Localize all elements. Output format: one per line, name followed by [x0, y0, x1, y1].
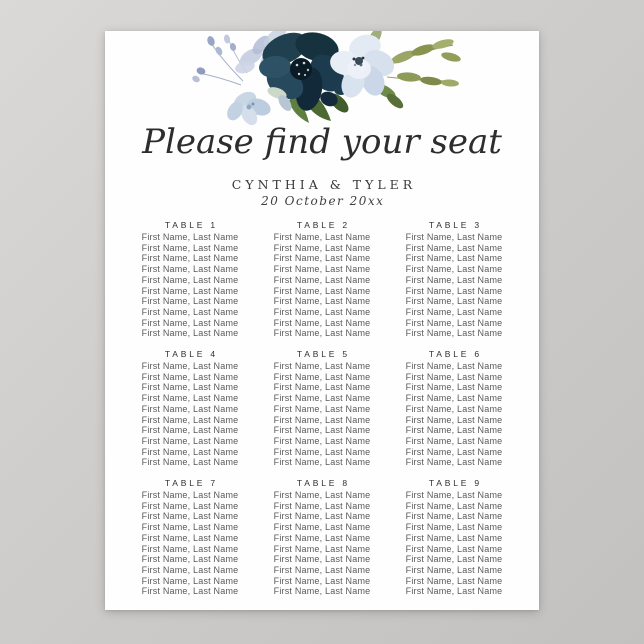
guest-name: First Name, Last Name — [405, 274, 503, 285]
guest-name: First Name, Last Name — [141, 403, 239, 414]
guest-name: First Name, Last Name — [273, 285, 371, 296]
guest-name: First Name, Last Name — [141, 532, 239, 543]
table-title: TABLE 4 — [164, 349, 218, 360]
guest-name: First Name, Last Name — [405, 393, 503, 404]
guest-name: First Name, Last Name — [273, 500, 371, 511]
guest-name: First Name, Last Name — [141, 414, 239, 425]
tables-grid — [105, 220, 539, 597]
table-title: TABLE 6 — [428, 349, 482, 360]
table-title: TABLE 7 — [164, 478, 218, 489]
guest-name: First Name, Last Name — [273, 564, 371, 575]
table-title: TABLE 8 — [296, 478, 350, 489]
guest-name: First Name, Last Name — [273, 425, 371, 436]
guest-name: First Name, Last Name — [273, 414, 371, 425]
guest-name: First Name, Last Name — [141, 543, 239, 554]
guest-name: First Name, Last Name — [273, 253, 371, 264]
guest-name: First Name, Last Name — [405, 554, 503, 565]
guest-name: First Name, Last Name — [141, 425, 239, 436]
guest-name: First Name, Last Name — [273, 232, 371, 242]
guest-name: First Name, Last Name — [405, 296, 503, 307]
table-title: TABLE 9 — [428, 478, 482, 489]
guest-name: First Name, Last Name — [273, 522, 371, 533]
guest-name: First Name, Last Name — [141, 457, 239, 468]
guest-name: First Name, Last Name — [141, 446, 239, 457]
guest-name: First Name, Last Name — [141, 586, 239, 597]
guest-name: First Name, Last Name — [405, 361, 503, 372]
guest-name: First Name, Last Name — [405, 446, 503, 457]
guest-name: First Name, Last Name — [273, 317, 371, 328]
table-title: TABLE 1 — [164, 220, 218, 230]
guest-name: First Name, Last Name — [273, 382, 371, 393]
guest-name: First Name, Last Name — [141, 490, 239, 501]
guest-name: First Name, Last Name — [141, 435, 239, 446]
guest-name: First Name, Last Name — [273, 306, 371, 317]
guest-name: First Name, Last Name — [405, 371, 503, 382]
guest-name: First Name, Last Name — [405, 414, 503, 425]
guest-name: First Name, Last Name — [273, 543, 371, 554]
table-block-2 — [256, 220, 388, 339]
guest-name: First Name, Last Name — [141, 253, 239, 264]
guest-name: First Name, Last Name — [405, 586, 503, 597]
table-block-3 — [388, 220, 520, 339]
guest-name: First Name, Last Name — [141, 564, 239, 575]
guest-name: First Name, Last Name — [405, 264, 503, 275]
table-title: TABLE 5 — [296, 349, 350, 360]
guest-name: First Name, Last Name — [141, 511, 239, 522]
table-block-5 — [256, 349, 388, 468]
guest-name: First Name, Last Name — [141, 285, 239, 296]
guest-name: First Name, Last Name — [141, 242, 239, 253]
guest-name: First Name, Last Name — [141, 274, 239, 285]
table-block-4 — [124, 349, 256, 468]
guest-name: First Name, Last Name — [405, 457, 503, 468]
guest-name: First Name, Last Name — [405, 232, 503, 242]
script-title: Please find your seat — [142, 122, 502, 162]
guest-name: First Name, Last Name — [405, 253, 503, 264]
seating-chart-poster — [105, 31, 539, 610]
event-date: 20 October 20xx — [261, 194, 385, 208]
guest-name: First Name, Last Name — [405, 403, 503, 414]
couple-names: CYNTHIA & TYLER — [231, 177, 417, 192]
guest-name: First Name, Last Name — [273, 371, 371, 382]
guest-name: First Name, Last Name — [405, 306, 503, 317]
guest-name: First Name, Last Name — [273, 328, 371, 339]
guest-name: First Name, Last Name — [141, 500, 239, 511]
guest-name: First Name, Last Name — [273, 435, 371, 446]
guest-name: First Name, Last Name — [405, 425, 503, 436]
guest-name: First Name, Last Name — [405, 532, 503, 543]
guest-name: First Name, Last Name — [405, 490, 503, 501]
guest-name: First Name, Last Name — [273, 264, 371, 275]
guest-name: First Name, Last Name — [273, 274, 371, 285]
guest-name: First Name, Last Name — [273, 403, 371, 414]
guest-name: First Name, Last Name — [273, 393, 371, 404]
guest-name: First Name, Last Name — [141, 382, 239, 393]
guest-name: First Name, Last Name — [405, 500, 503, 511]
guest-name: First Name, Last Name — [141, 522, 239, 533]
guest-name: First Name, Last Name — [141, 575, 239, 586]
table-title: TABLE 3 — [428, 220, 482, 230]
guest-name: First Name, Last Name — [273, 457, 371, 468]
guest-name: First Name, Last Name — [273, 446, 371, 457]
guest-name: First Name, Last Name — [273, 296, 371, 307]
guest-name: First Name, Last Name — [405, 382, 503, 393]
guest-name: First Name, Last Name — [273, 490, 371, 501]
guest-name: First Name, Last Name — [405, 522, 503, 533]
guest-name: First Name, Last Name — [141, 317, 239, 328]
guest-name: First Name, Last Name — [141, 554, 239, 565]
guest-name: First Name, Last Name — [141, 264, 239, 275]
guest-name: First Name, Last Name — [273, 586, 371, 597]
guest-name: First Name, Last Name — [273, 511, 371, 522]
guest-name: First Name, Last Name — [405, 435, 503, 446]
guest-name: First Name, Last Name — [405, 242, 503, 253]
guest-name: First Name, Last Name — [405, 575, 503, 586]
table-title: TABLE 2 — [296, 220, 350, 230]
guest-name: First Name, Last Name — [405, 564, 503, 575]
guest-name: First Name, Last Name — [273, 532, 371, 543]
guest-name: First Name, Last Name — [141, 328, 239, 339]
guest-name: First Name, Last Name — [273, 575, 371, 586]
guest-name: First Name, Last Name — [405, 317, 503, 328]
guest-name: First Name, Last Name — [141, 371, 239, 382]
guest-name: First Name, Last Name — [405, 543, 503, 554]
guest-name: First Name, Last Name — [273, 554, 371, 565]
guest-name: First Name, Last Name — [405, 511, 503, 522]
guest-name: First Name, Last Name — [405, 328, 503, 339]
table-block-7 — [124, 478, 256, 597]
table-block-1 — [124, 220, 256, 339]
guest-name: First Name, Last Name — [141, 361, 239, 372]
guest-name: First Name, Last Name — [273, 242, 371, 253]
guest-name: First Name, Last Name — [141, 393, 239, 404]
guest-name: First Name, Last Name — [141, 306, 239, 317]
guest-name: First Name, Last Name — [405, 285, 503, 296]
guest-name: First Name, Last Name — [141, 296, 239, 307]
table-block-9 — [388, 478, 520, 597]
guest-name: First Name, Last Name — [141, 232, 239, 242]
table-block-6 — [388, 349, 520, 468]
table-block-8 — [256, 478, 388, 597]
guest-name: First Name, Last Name — [273, 361, 371, 372]
